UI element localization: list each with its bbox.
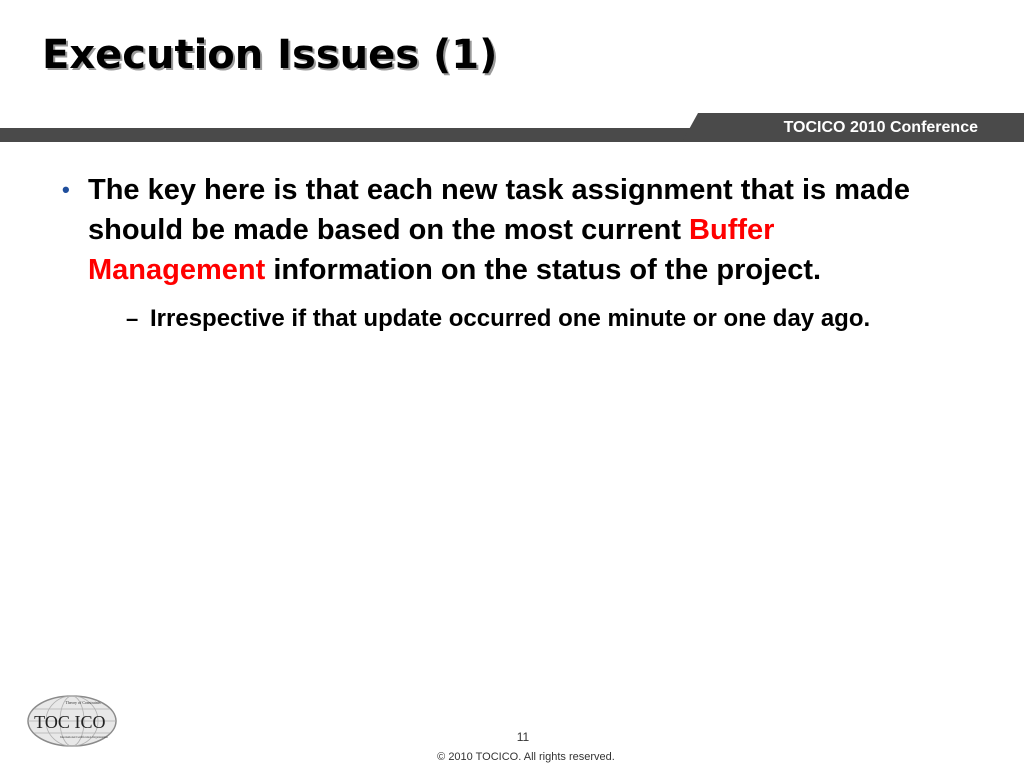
tocico-globe-logo-icon (26, 694, 118, 748)
logo-main-right: ICO (74, 712, 106, 732)
logo-top-text: Theory of Constraints (65, 700, 101, 705)
logo-bottom-text: International Certification Organization (60, 735, 108, 739)
sub-bullet-text: Irrespective if that update occurred one minute or one day ago. (150, 305, 871, 332)
dash-icon: – (126, 306, 139, 331)
buffer-management-highlight: Buffer Management (88, 214, 775, 286)
slide-title: Execution Issues (1) (42, 32, 498, 78)
bullet-text (88, 170, 938, 290)
bullet-dot-icon: • (62, 177, 70, 202)
bullet-text-before: The key here is that each new task assignment that is made should be made based on the most current (88, 174, 910, 246)
bullet-item (62, 170, 952, 290)
page-number: 11 (516, 730, 530, 744)
bullet-text-after: information on the status of the project. (265, 254, 822, 286)
copyright-notice: © 2010 TOCICO. All rights reserved. (437, 751, 615, 763)
sub-bullet-item (126, 302, 952, 335)
slide-content (62, 170, 952, 335)
conference-label: TOCICO 2010 Conference (783, 119, 978, 136)
logo-main-left: TOC (34, 712, 70, 732)
